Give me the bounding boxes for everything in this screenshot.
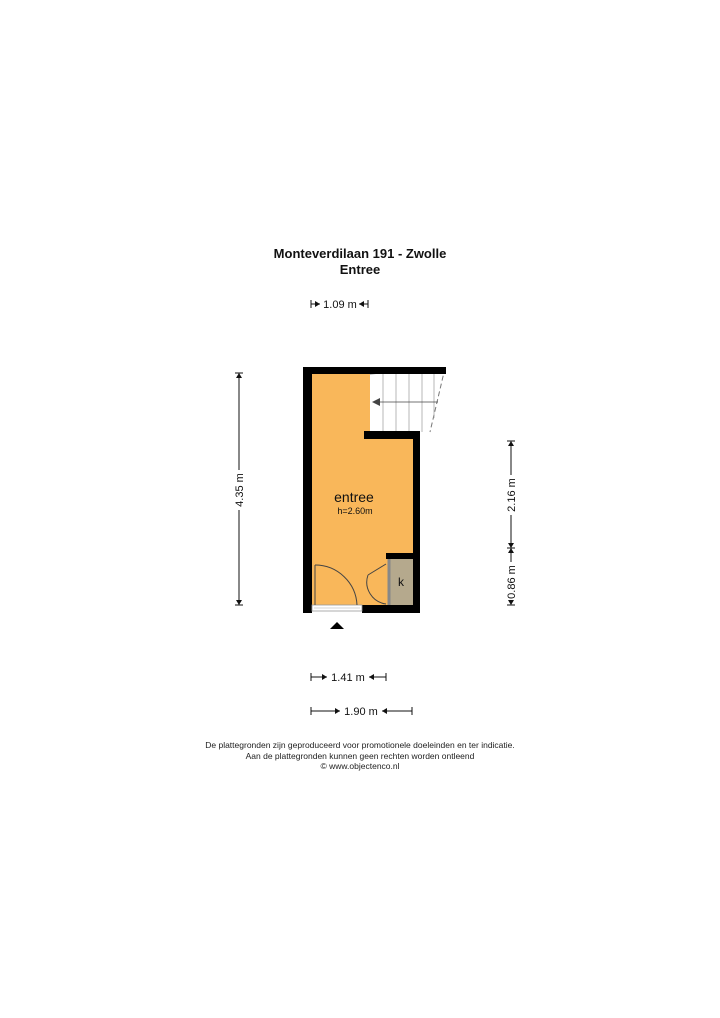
entrance-marker bbox=[330, 622, 344, 629]
dimension-right-upper bbox=[506, 441, 518, 548]
entree-height: h=2.60m bbox=[337, 506, 373, 516]
entree-label: entree bbox=[334, 489, 374, 505]
disclaimer-line-3: © www.objectenco.nl bbox=[320, 761, 400, 771]
disclaimer-line-1: De plattegronden zijn geproduceerd voor promotionele doeleinden en ter indicatie. bbox=[205, 740, 515, 750]
dimension-left-height-label: 4.35 m bbox=[234, 473, 246, 507]
dimension-bottom-outer bbox=[311, 706, 412, 718]
dimension-right-upper-label: 2.16 m bbox=[506, 478, 518, 512]
address-title: Monteverdilaan 191 - Zwolle bbox=[273, 246, 447, 261]
dimension-top-width-label: 1.09 m bbox=[323, 299, 357, 311]
dimension-bottom-inner-label: 1.41 m bbox=[331, 672, 365, 684]
dimension-left-height bbox=[234, 373, 246, 605]
floor-title: Entree bbox=[339, 262, 381, 277]
dimension-bottom-outer-label: 1.90 m bbox=[344, 706, 378, 718]
disclaimer bbox=[0, 740, 720, 772]
dimension-bottom-inner bbox=[311, 672, 386, 684]
dimension-right-lower bbox=[506, 548, 518, 605]
disclaimer-line-2: Aan de plattegronden kunnen geen rechten worden ontleend bbox=[245, 750, 475, 761]
closet-label: k bbox=[398, 575, 404, 589]
dimension-right-lower-label: 0.86 m bbox=[506, 565, 518, 599]
staircase bbox=[370, 367, 446, 432]
dimension-top-width bbox=[311, 299, 368, 311]
